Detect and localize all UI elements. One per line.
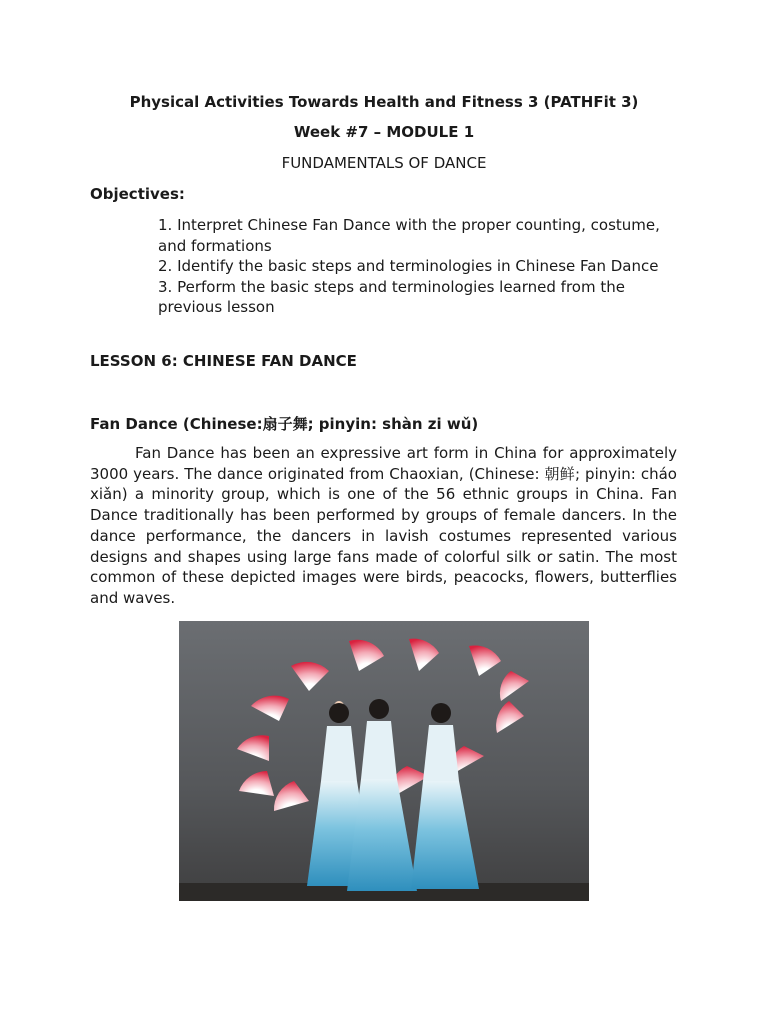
objective-item: 3. Perform the basic steps and terminologies learned from the previous lesson: [158, 277, 625, 316]
fan-dance-photo: [179, 621, 589, 901]
objectives-list: [158, 215, 678, 318]
week-module-label: Week #7 – MODULE 1: [293, 123, 475, 141]
module-topic: FUNDAMENTALS OF DANCE: [281, 154, 487, 172]
course-title: Physical Activities Towards Health and Fitness 3 (PATHFit 3): [129, 93, 639, 111]
objectives-heading: Objectives:: [90, 185, 185, 203]
objective-item: 1. Interpret Chinese Fan Dance with the proper counting, costume, and formations: [158, 216, 660, 255]
section-heading: Fan Dance (Chinese:扇子舞; pinyin: shàn zi wǔ): [90, 415, 479, 433]
objective-item: 2. Identify the basic steps and terminologies in Chinese Fan Dance: [158, 257, 659, 275]
body-paragraph: Fan Dance has been an expressive art form in China for approximately 3000 years. The dance originated from Chaoxian, (Chinese: 朝鲜; pinyin: cháo xiǎn) a minority group, which is one of the 56 ethnic groups in China. Fan Dance traditionally has been performed by groups of female dancers. In the dance performance, the dancers in lavish costumes represented various designs and shapes using large fans made of colorful silk or satin. The most common of these depicted images were birds, peacocks, flowers, butterflies and waves.: [90, 444, 677, 607]
lesson-title: LESSON 6: CHINESE FAN DANCE: [90, 352, 357, 370]
